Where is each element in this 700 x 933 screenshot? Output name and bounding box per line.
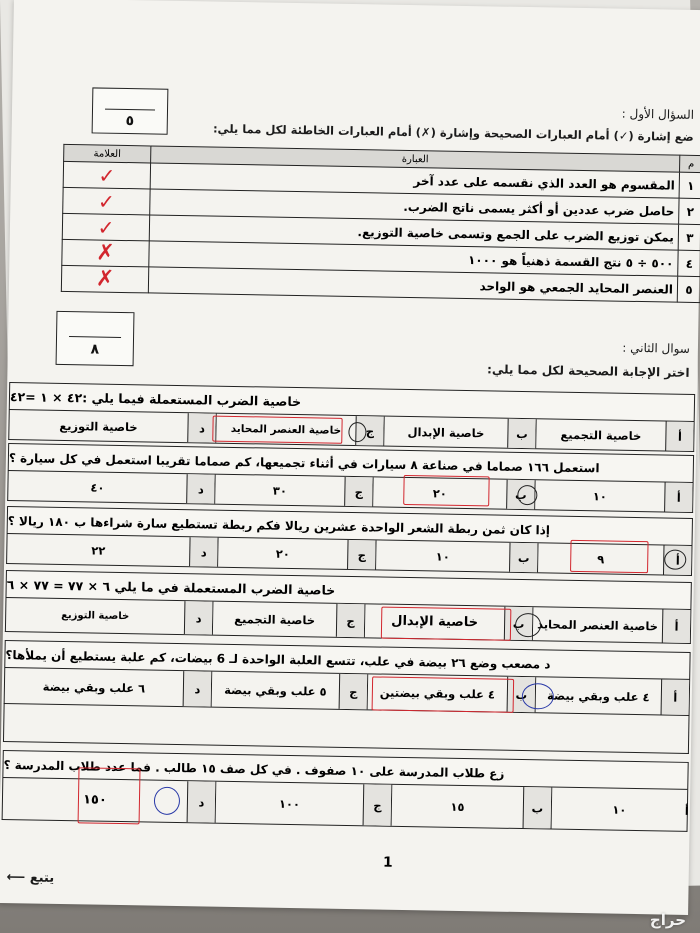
option-text[interactable]: ٢٠ (217, 538, 347, 569)
mcq-question-2: استعمل ١٦٦ صماما في صناعة ٨ سيارات في أثناء تجميعها، كم صماما تقريبا استعمل في كل سيارة ؟ (8, 443, 694, 483)
q2-score-box (56, 311, 135, 366)
row-number: ٥ (677, 276, 700, 302)
check-mark-icon: ✓ (97, 215, 115, 240)
option-text[interactable]: خاصية التجميع (535, 419, 665, 450)
statement-text: يمكن توزيع الضرب على الجمع وتسمى خاصية التوزيع. (149, 215, 678, 250)
option-text[interactable]: خاصية الإبدال (364, 604, 505, 639)
col-mark-header: العلامة (64, 144, 151, 163)
option-letter: أ (684, 803, 689, 818)
option-text[interactable]: خاصية الإبدال (383, 417, 507, 448)
option-letter: أ (663, 545, 692, 574)
option-letter: د (187, 781, 216, 822)
option-text[interactable]: ٦ علب وبقي بيضة (42, 679, 146, 695)
check-mark-icon: ✓ (97, 189, 116, 214)
statement-text: ٥٠٠ ÷ ٥ نتج القسمة ذهنياً هو ١٠٠٠ (149, 241, 678, 276)
option-text[interactable]: ٣٠ (214, 475, 344, 506)
option-text[interactable]: خاصية العنصر المحايد (215, 414, 355, 445)
option-letter: ب (507, 677, 536, 712)
option-letter: د (184, 601, 213, 634)
option-text[interactable]: خاصية التوزيع (59, 418, 138, 434)
col-statement-header: العبارة (151, 146, 680, 172)
q2-instruction: اختر الإجابة الصحيحة لكل مما يلي: (486, 362, 690, 380)
option-letter: ج (344, 477, 373, 506)
mcq-question-1: خاصية الضرب المستعملة فيما يلي :٤٢ × ١ =٤٢ (9, 382, 695, 422)
option-letter: أ (662, 609, 691, 642)
q1-score-box (92, 87, 169, 134)
watermark-logo: حراج (649, 911, 686, 929)
option-text[interactable]: ٢٠ (372, 477, 506, 508)
option-letter: ب (523, 787, 552, 828)
option-letter: د (186, 474, 215, 503)
option-letter: ج (363, 784, 392, 825)
option-text[interactable]: ٥ علب وبقي بيضة (211, 672, 340, 709)
option-text[interactable]: ٩ (537, 543, 663, 574)
option-letter: ب (507, 419, 536, 448)
option-text[interactable]: خاصية العنصر المحايد (532, 607, 663, 642)
statement-text: العنصر المحايد الجمعي هو الواحد (148, 267, 677, 302)
option-letter: ج (336, 604, 365, 637)
option-text[interactable]: خاصية التوزيع (61, 609, 130, 623)
option-text[interactable]: ٤ علب وبقي بيضتين (367, 674, 508, 711)
answer-highlight (372, 676, 515, 712)
option-letter: ج (347, 540, 376, 569)
option-text[interactable]: ١٠ (375, 540, 509, 571)
row-number: ٤ (678, 250, 700, 276)
page-number: 1 (382, 854, 393, 871)
option-letter: ب (509, 543, 538, 572)
cross-mark-icon: ✗ (96, 240, 115, 266)
continue-text: يتبع (29, 870, 55, 886)
option-letter: أ (664, 482, 693, 511)
q2-score: ٨ (90, 341, 100, 358)
col-number-header: م (680, 155, 700, 172)
option-text[interactable]: ٢٢ (91, 542, 106, 558)
answer-highlight (381, 607, 512, 641)
option-text[interactable]: خاصية التجميع (212, 602, 337, 637)
q1-instruction: ضع إشارة (✓) أمام العبارات الصحيحة وإشارة (✗) أمام العبارات الخاطئة لكل مما يلي: (212, 121, 694, 144)
option-letter: ب (506, 480, 535, 509)
row-number: ٢ (679, 198, 700, 224)
option-text[interactable]: ٤٠ (90, 479, 105, 495)
option-letter: ج (355, 416, 384, 445)
option-letter: ب (504, 607, 533, 640)
answer-highlight (212, 416, 342, 444)
statement-text: حاصل ضرب عددين أو أكثر يسمى ناتج الضرب. (150, 189, 679, 224)
option-text[interactable]: ١٠ (551, 788, 688, 831)
option-letter: أ (661, 679, 690, 714)
true-false-table (61, 144, 700, 303)
arrow-left-icon: ⟵ (6, 870, 26, 886)
option-letter: ج (339, 674, 368, 709)
statement-text: المقسوم هو العدد الذي نقسمه على عدد آخر (150, 163, 679, 198)
answer-highlight (570, 540, 649, 573)
option-text[interactable]: ٤ علب وبقي بيضة (535, 677, 662, 714)
q1-score: ٥ (125, 113, 135, 130)
option-letter: أ (665, 421, 694, 450)
mcq-question-6: زع طلاب المدرسة على ١٠ صفوف . في كل صف ١٥ طالب . فما عدد طلاب المدرسة ؟ (2, 750, 688, 790)
check-mark-icon: ✓ (98, 163, 116, 188)
mcq-question-3: إذا كان ثمن ربطة الشعر الواحدة عشرين ريالا فكم ربطة تستطيع سارة شراءها ب ١٨٠ ريالا ؟ (7, 506, 693, 546)
q2-title: سوال الثاني : (622, 340, 691, 356)
answer-highlight (78, 767, 141, 824)
option-letter: د (189, 537, 218, 566)
continue-label (6, 870, 54, 886)
row-number: ٣ (678, 224, 700, 250)
option-text[interactable]: ١٥٠ (82, 792, 107, 808)
mcq-question-4: خاصية الضرب المستعملة في ما يلي ٦ × ٧٧ = ٧٧ × ٦ (5, 570, 691, 610)
option-text[interactable]: ١٠٠ (215, 782, 364, 826)
q1-title: السؤال الأول : (621, 106, 695, 122)
option-letter: د (187, 413, 216, 442)
option-letter: د (183, 671, 212, 706)
row-number: ١ (679, 172, 700, 198)
option-text[interactable]: ١٠ (534, 480, 664, 511)
mcq-question-5: د مصعب وضع ٢٦ بيضة في علب، تتسع العلبة الواحدة لـ 6 بيضات، كم علبة يستطيع أن يملأها؟ (4, 640, 690, 680)
answer-highlight (403, 475, 490, 506)
option-text[interactable]: ١٥ (391, 785, 524, 828)
cross-mark-icon: ✗ (95, 266, 115, 292)
